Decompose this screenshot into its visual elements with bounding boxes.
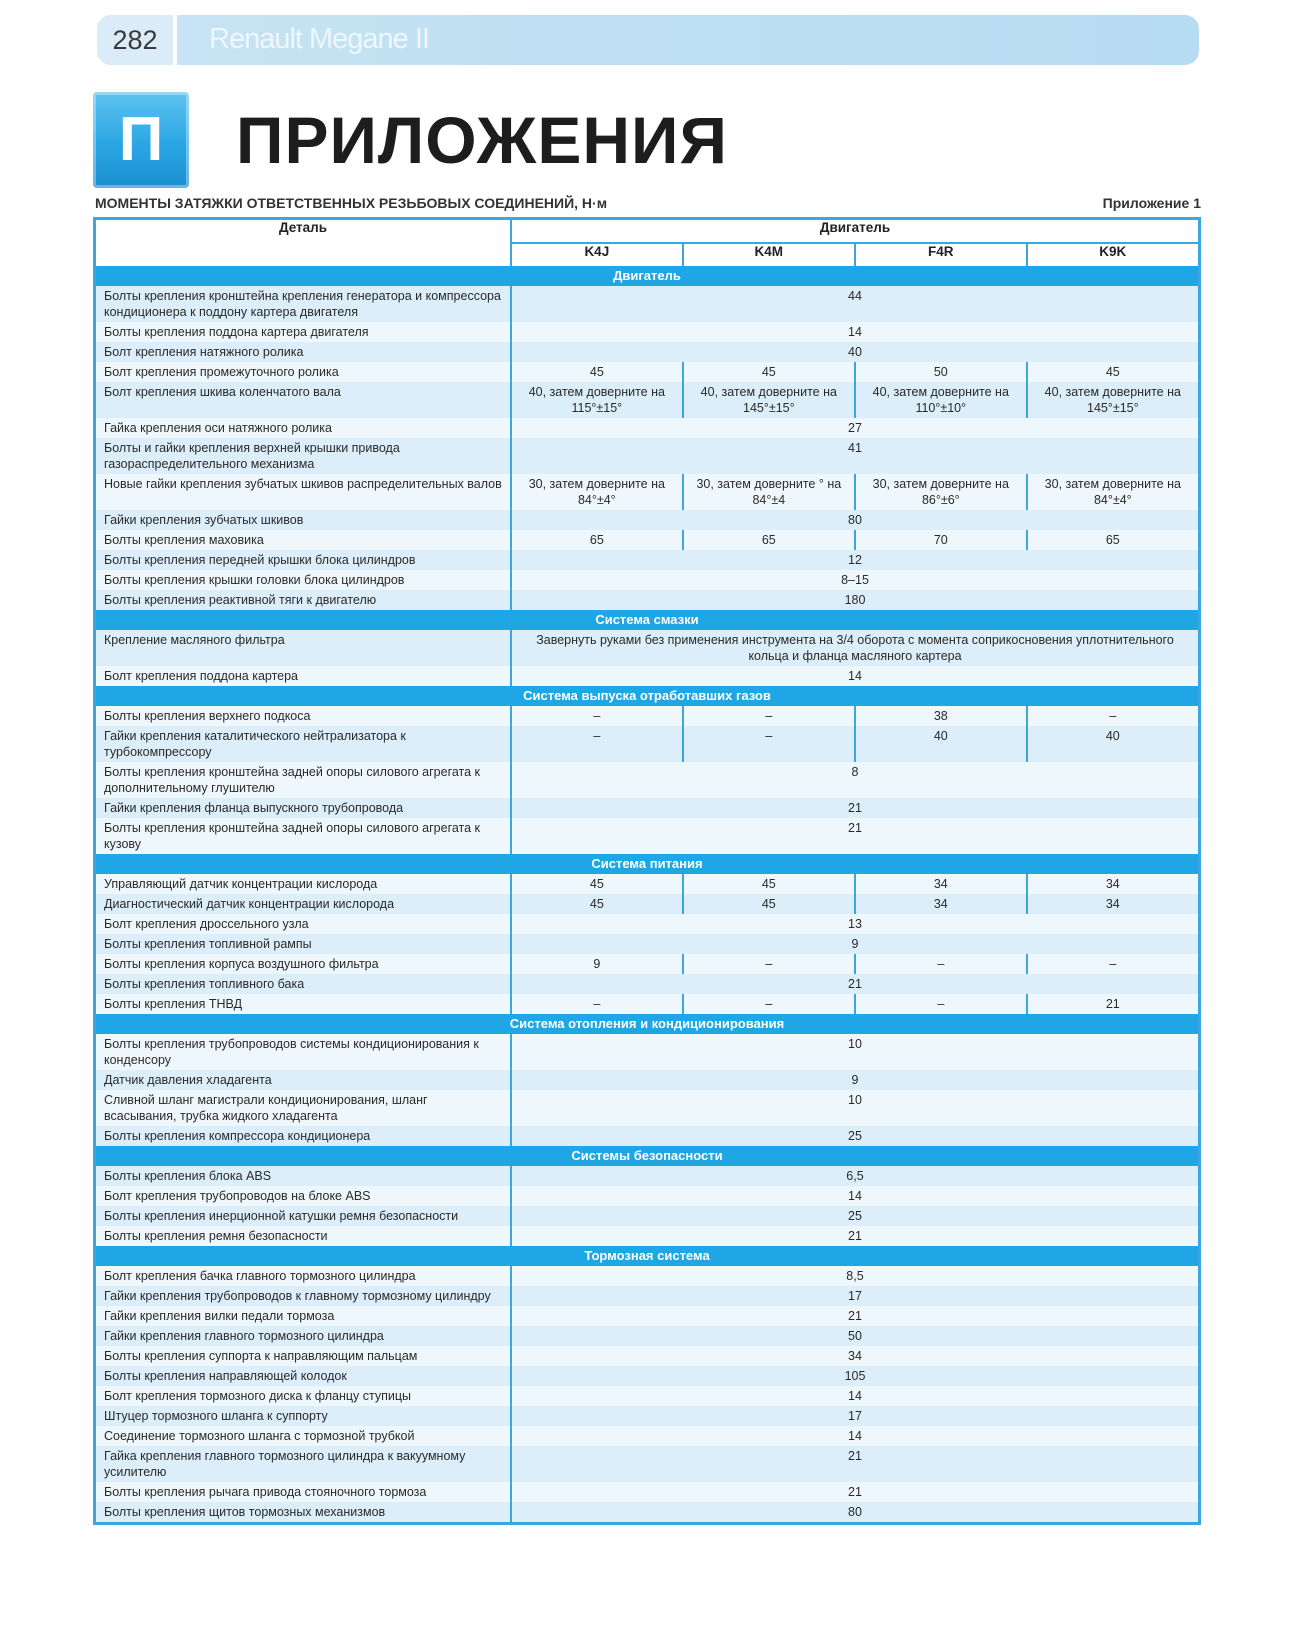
detail-cell: Болты крепления кронштейна задней опоры силового агрегата к кузову bbox=[95, 818, 512, 854]
table-row bbox=[95, 1266, 1200, 1286]
torque-value-cell: 21 bbox=[511, 818, 1200, 854]
table-row bbox=[95, 530, 1200, 550]
column-header-engine: Двигатель bbox=[511, 219, 1200, 244]
detail-cell: Гайки крепления вилки педали тормоза bbox=[95, 1306, 512, 1326]
section-heading: Система выпуска отработавших газов bbox=[95, 686, 1200, 706]
table-row bbox=[95, 818, 1200, 854]
torque-value-cell: 30, затем доверните на 86°±6° bbox=[855, 474, 1027, 510]
torque-value-cell: 8 bbox=[511, 762, 1200, 798]
torque-value-cell: 70 bbox=[855, 530, 1027, 550]
torque-value-cell: 50 bbox=[855, 362, 1027, 382]
table-row bbox=[95, 510, 1200, 530]
torque-value-cell: 21 bbox=[511, 1306, 1200, 1326]
detail-cell: Болт крепления натяжного ролика bbox=[95, 342, 512, 362]
section-row bbox=[95, 854, 1200, 874]
table-row bbox=[95, 1166, 1200, 1186]
table-row bbox=[95, 382, 1200, 418]
torque-value-cell: 45 bbox=[1027, 362, 1200, 382]
table-row bbox=[95, 666, 1200, 686]
table-row bbox=[95, 1070, 1200, 1090]
table-row bbox=[95, 438, 1200, 474]
detail-cell: Болты крепления крышки головки блока цилиндров bbox=[95, 570, 512, 590]
detail-cell: Болты крепления трубопроводов системы кондиционирования к конденсору bbox=[95, 1034, 512, 1070]
table-row bbox=[95, 994, 1200, 1014]
detail-cell: Новые гайки крепления зубчатых шкивов распределительных валов bbox=[95, 474, 512, 510]
torque-value-cell: – bbox=[511, 994, 683, 1014]
table-row bbox=[95, 1034, 1200, 1070]
detail-cell: Болты крепления кронштейна задней опоры силового агрегата к дополнительному глушителю bbox=[95, 762, 512, 798]
section-heading: Система отопления и кондиционирования bbox=[95, 1014, 1200, 1034]
table-row bbox=[95, 474, 1200, 510]
torque-value-cell: 45 bbox=[511, 894, 683, 914]
page-number: 282 bbox=[97, 15, 177, 65]
detail-cell: Сливной шланг магистрали кондиционирования, шланг всасывания, трубка жидкого хладагента bbox=[95, 1090, 512, 1126]
torque-value-cell: 41 bbox=[511, 438, 1200, 474]
table-row bbox=[95, 1186, 1200, 1206]
torque-value-cell: 30, затем доверните ° на 84°±4 bbox=[683, 474, 855, 510]
detail-cell: Датчик давления хладагента bbox=[95, 1070, 512, 1090]
table-row bbox=[95, 974, 1200, 994]
detail-cell: Гайки крепления зубчатых шкивов bbox=[95, 510, 512, 530]
table-row bbox=[95, 1126, 1200, 1146]
torque-value-cell: 80 bbox=[511, 510, 1200, 530]
torque-value-cell: 40 bbox=[1027, 726, 1200, 762]
detail-cell: Болты крепления корпуса воздушного фильтра bbox=[95, 954, 512, 974]
detail-cell: Болты крепления верхнего подкоса bbox=[95, 706, 512, 726]
torque-value-cell: 17 bbox=[511, 1286, 1200, 1306]
torque-value-cell: 65 bbox=[1027, 530, 1200, 550]
detail-cell: Гайка крепления оси натяжного ролика bbox=[95, 418, 512, 438]
section-heading: Система смазки bbox=[95, 610, 1200, 630]
detail-cell: Болты крепления ремня безопасности bbox=[95, 1226, 512, 1246]
detail-cell: Болт крепления шкива коленчатого вала bbox=[95, 382, 512, 418]
table-row bbox=[95, 1286, 1200, 1306]
detail-cell: Соединение тормозного шланга с тормозной трубкой bbox=[95, 1426, 512, 1446]
torque-value-cell: 6,5 bbox=[511, 1166, 1200, 1186]
section-row bbox=[95, 1246, 1200, 1266]
torque-value-cell: 80 bbox=[511, 1502, 1200, 1524]
torque-value-cell: – bbox=[511, 706, 683, 726]
table-row bbox=[95, 570, 1200, 590]
book-title: Renault Megane II bbox=[209, 23, 429, 55]
torque-value-cell: 40 bbox=[855, 726, 1027, 762]
table-row bbox=[95, 286, 1200, 322]
detail-cell: Диагностический датчик концентрации кислорода bbox=[95, 894, 512, 914]
section-letter-icon bbox=[93, 92, 189, 188]
torque-value-cell: 34 bbox=[855, 894, 1027, 914]
section-title: ПРИЛОЖЕНИЯ bbox=[236, 103, 728, 177]
torque-value-cell: 21 bbox=[511, 974, 1200, 994]
torque-value-cell: 9 bbox=[511, 954, 683, 974]
torque-value-cell: 21 bbox=[511, 1226, 1200, 1246]
torque-value-cell: 10 bbox=[511, 1090, 1200, 1126]
detail-cell: Болты крепления суппорта к направляющим пальцам bbox=[95, 1346, 512, 1366]
torque-value-cell: 34 bbox=[1027, 874, 1200, 894]
table-row bbox=[95, 1446, 1200, 1482]
table-row bbox=[95, 550, 1200, 570]
torque-value-cell: – bbox=[1027, 954, 1200, 974]
torque-value-cell: – bbox=[855, 994, 1027, 1014]
table-row bbox=[95, 1226, 1200, 1246]
section-row bbox=[95, 610, 1200, 630]
table-row bbox=[95, 1482, 1200, 1502]
torque-value-cell: – bbox=[683, 726, 855, 762]
engine-col-k4j: K4J bbox=[511, 243, 683, 266]
table-row bbox=[95, 342, 1200, 362]
torque-value-cell: 34 bbox=[1027, 894, 1200, 914]
torque-value-cell: 17 bbox=[511, 1406, 1200, 1426]
detail-cell: Болты крепления ТНВД bbox=[95, 994, 512, 1014]
table-row bbox=[95, 1346, 1200, 1366]
detail-cell: Болты крепления поддона картера двигателя bbox=[95, 322, 512, 342]
torque-value-cell: 12 bbox=[511, 550, 1200, 570]
torque-value-cell: 180 bbox=[511, 590, 1200, 610]
detail-cell: Болты крепления реактивной тяги к двигателю bbox=[95, 590, 512, 610]
column-header-detail: Деталь bbox=[95, 219, 512, 267]
table-body bbox=[95, 266, 1200, 1524]
detail-cell: Болт крепления поддона картера bbox=[95, 666, 512, 686]
detail-cell: Болты крепления рычага привода стояночного тормоза bbox=[95, 1482, 512, 1502]
table-row bbox=[95, 322, 1200, 342]
torque-value-cell: 27 bbox=[511, 418, 1200, 438]
detail-cell: Гайки крепления трубопроводов к главному тормозному цилиндру bbox=[95, 1286, 512, 1306]
detail-cell: Болт крепления дроссельного узла bbox=[95, 914, 512, 934]
detail-cell: Болты крепления топливного бака bbox=[95, 974, 512, 994]
table-row bbox=[95, 1366, 1200, 1386]
torque-value-cell: 21 bbox=[511, 798, 1200, 818]
table-row bbox=[95, 1426, 1200, 1446]
detail-cell: Болты крепления направляющей колодок bbox=[95, 1366, 512, 1386]
table-row bbox=[95, 934, 1200, 954]
torque-value-cell: – bbox=[683, 994, 855, 1014]
detail-cell: Болт крепления промежуточного ролика bbox=[95, 362, 512, 382]
detail-cell: Болты крепления щитов тормозных механизмов bbox=[95, 1502, 512, 1524]
torque-value-cell: 38 bbox=[855, 706, 1027, 726]
table-row bbox=[95, 874, 1200, 894]
table-row bbox=[95, 762, 1200, 798]
torque-value-cell: 8–15 bbox=[511, 570, 1200, 590]
torque-value-cell: 14 bbox=[511, 1186, 1200, 1206]
torque-value-cell: 50 bbox=[511, 1326, 1200, 1346]
detail-cell: Болт крепления тормозного диска к фланцу ступицы bbox=[95, 1386, 512, 1406]
torque-value-cell: – bbox=[683, 954, 855, 974]
detail-cell: Болты крепления топливной рампы bbox=[95, 934, 512, 954]
detail-cell: Гайки крепления главного тормозного цилиндра bbox=[95, 1326, 512, 1346]
torque-value-cell: 21 bbox=[511, 1446, 1200, 1482]
page-header-bar bbox=[97, 15, 1199, 65]
engine-col-k4m: K4M bbox=[683, 243, 855, 266]
table-row bbox=[95, 726, 1200, 762]
detail-cell: Болты и гайки крепления верхней крышки привода газораспределительного механизма bbox=[95, 438, 512, 474]
table-row bbox=[95, 798, 1200, 818]
detail-cell: Гайки крепления фланца выпускного трубопровода bbox=[95, 798, 512, 818]
torque-value-cell: 105 bbox=[511, 1366, 1200, 1386]
detail-cell: Болты крепления передней крышки блока цилиндров bbox=[95, 550, 512, 570]
detail-cell: Болты крепления инерционной катушки ремня безопасности bbox=[95, 1206, 512, 1226]
torque-value-cell: 30, затем доверните на 84°±4° bbox=[511, 474, 683, 510]
torque-value-cell: 14 bbox=[511, 666, 1200, 686]
detail-cell: Болт крепления бачка главного тормозного цилиндра bbox=[95, 1266, 512, 1286]
detail-cell: Штуцер тормозного шланга к суппорту bbox=[95, 1406, 512, 1426]
section-heading: Двигатель bbox=[95, 266, 1200, 286]
table-row bbox=[95, 590, 1200, 610]
detail-cell: Крепление масляного фильтра bbox=[95, 630, 512, 666]
section-letter: П bbox=[118, 105, 164, 174]
torque-value-cell: 45 bbox=[683, 874, 855, 894]
torque-value-cell: Завернуть руками без применения инструмента на 3/4 оборота с момента соприкосновения уплотнительного кольца и фланца масляного картера bbox=[511, 630, 1200, 666]
torque-value-cell: 40, затем доверните на 145°±15° bbox=[1027, 382, 1200, 418]
detail-cell: Болт крепления трубопроводов на блоке ABS bbox=[95, 1186, 512, 1206]
torque-value-cell: – bbox=[1027, 706, 1200, 726]
torque-value-cell: 8,5 bbox=[511, 1266, 1200, 1286]
torque-value-cell: 34 bbox=[855, 874, 1027, 894]
torque-value-cell: 40, затем доверните на 110°±10° bbox=[855, 382, 1027, 418]
torque-value-cell: 25 bbox=[511, 1206, 1200, 1226]
section-row bbox=[95, 686, 1200, 706]
table-row bbox=[95, 1206, 1200, 1226]
detail-cell: Гайки крепления каталитического нейтрализатора к турбокомпрессору bbox=[95, 726, 512, 762]
section-row bbox=[95, 1146, 1200, 1166]
torque-value-cell: 25 bbox=[511, 1126, 1200, 1146]
torque-value-cell: – bbox=[855, 954, 1027, 974]
table-row bbox=[95, 1502, 1200, 1524]
torque-value-cell: 10 bbox=[511, 1034, 1200, 1070]
section-heading: Система питания bbox=[95, 854, 1200, 874]
table-row bbox=[95, 1386, 1200, 1406]
table-row bbox=[95, 630, 1200, 666]
torque-table bbox=[93, 217, 1201, 1525]
torque-value-cell: – bbox=[511, 726, 683, 762]
torque-value-cell: 45 bbox=[683, 894, 855, 914]
torque-value-cell: 14 bbox=[511, 1426, 1200, 1446]
torque-value-cell: 65 bbox=[683, 530, 855, 550]
table-row bbox=[95, 1406, 1200, 1426]
appendix-label: Приложение 1 bbox=[1102, 195, 1201, 211]
table-row bbox=[95, 894, 1200, 914]
section-heading: Системы безопасности bbox=[95, 1146, 1200, 1166]
torque-value-cell: 30, затем доверните на 84°±4° bbox=[1027, 474, 1200, 510]
table-row bbox=[95, 1306, 1200, 1326]
torque-value-cell: 14 bbox=[511, 322, 1200, 342]
table-row bbox=[95, 1326, 1200, 1346]
detail-cell: Болты крепления блока ABS bbox=[95, 1166, 512, 1186]
torque-value-cell: 44 bbox=[511, 286, 1200, 322]
detail-cell: Управляющий датчик концентрации кислорода bbox=[95, 874, 512, 894]
table-row bbox=[95, 914, 1200, 934]
table-row bbox=[95, 418, 1200, 438]
torque-value-cell: 65 bbox=[511, 530, 683, 550]
torque-value-cell: 21 bbox=[511, 1482, 1200, 1502]
torque-value-cell: 45 bbox=[511, 874, 683, 894]
torque-value-cell: 9 bbox=[511, 1070, 1200, 1090]
table-row bbox=[95, 706, 1200, 726]
torque-value-cell: 40 bbox=[511, 342, 1200, 362]
section-row bbox=[95, 1014, 1200, 1034]
torque-value-cell: 45 bbox=[683, 362, 855, 382]
section-heading: Тормозная система bbox=[95, 1246, 1200, 1266]
torque-value-cell: 40, затем доверните на 145°±15° bbox=[683, 382, 855, 418]
table-row bbox=[95, 954, 1200, 974]
section-row bbox=[95, 266, 1200, 286]
detail-cell: Болты крепления компрессора кондиционера bbox=[95, 1126, 512, 1146]
engine-col-f4r: F4R bbox=[855, 243, 1027, 266]
engine-col-k9k: K9K bbox=[1027, 243, 1200, 266]
table-caption: МОМЕНТЫ ЗАТЯЖКИ ОТВЕТСТВЕННЫХ РЕЗЬБОВЫХ СОЕДИНЕНИЙ, Н·м bbox=[95, 195, 608, 211]
torque-value-cell: 21 bbox=[1027, 994, 1200, 1014]
detail-cell: Болты крепления маховика bbox=[95, 530, 512, 550]
torque-value-cell: 14 bbox=[511, 1386, 1200, 1406]
torque-value-cell: 34 bbox=[511, 1346, 1200, 1366]
detail-cell: Гайка крепления главного тормозного цилиндра к вакуумному усилителю bbox=[95, 1446, 512, 1482]
torque-value-cell: 40, затем доверните на 115°±15° bbox=[511, 382, 683, 418]
table-row bbox=[95, 1090, 1200, 1126]
table-row bbox=[95, 362, 1200, 382]
torque-value-cell: 9 bbox=[511, 934, 1200, 954]
torque-value-cell: 13 bbox=[511, 914, 1200, 934]
torque-value-cell: 45 bbox=[511, 362, 683, 382]
torque-value-cell: – bbox=[683, 706, 855, 726]
detail-cell: Болты крепления кронштейна крепления генератора и компрессора кондиционера к поддону картера двигателя bbox=[95, 286, 512, 322]
